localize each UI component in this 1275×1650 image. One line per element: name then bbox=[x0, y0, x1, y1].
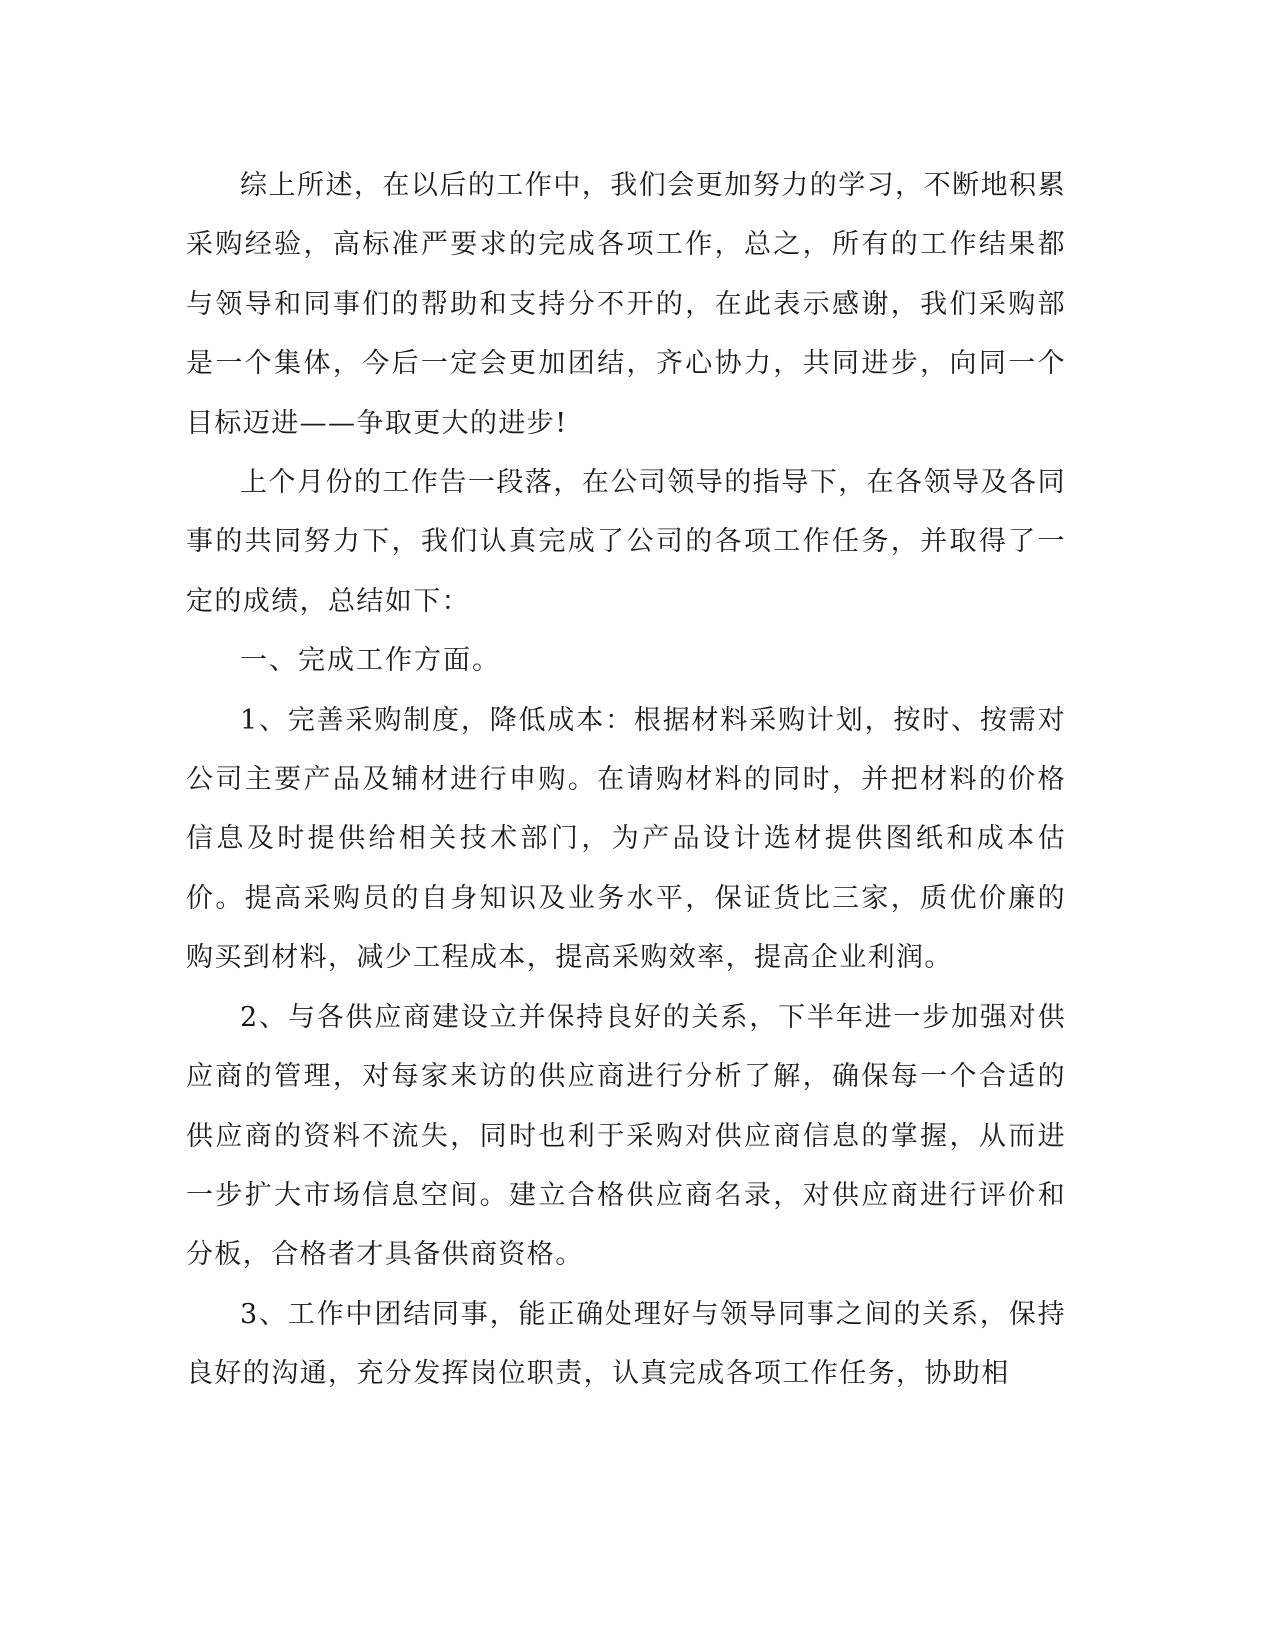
section-heading-work-completed: 一、完成工作方面。 bbox=[240, 645, 501, 677]
paragraph-item-2: 2、与各供应商建设立并保持良好的关系，下半年进一步加强对供应商的管理，对每家来访的供应商进行分析了解，确保每一个合适的供应商的资料不流失，同时也利于采购对供应商信息的掌握，从而进一步扩大市场信息空间。建立合格供应商名录，对供应商进行评价和分板，合格者才具备供商资格。 bbox=[186, 1001, 1066, 1271]
paragraph-summary: 综上所述，在以后的工作中，我们会更加努力的学习，不断地积累采购经验，高标准严要求的完成各项工作，总之，所有的工作结果都与领导和同事们的帮助和支持分不开的，在此表示感谢，我们采购部是一个集体，今后一定会更加团结，齐心协力，共同进步，向同一个目标迈进——争取更大的进步! bbox=[186, 170, 1066, 439]
paragraph-intro: 上个月份的工作告一段落，在公司领导的指导下，在各领导及各同事的共同努力下，我们认真完成了公司的各项工作任务，并取得了一定的成绩，总结如下： bbox=[186, 467, 1066, 617]
document-body bbox=[186, 156, 1066, 1404]
paragraph-item-1: 1、完善采购制度，降低成本：根据材料采购计划，按时、按需对公司主要产品及辅材进行申购。在请购材料的同时，并把材料的价格信息及时提供给相关技术部门，为产品设计选材提供图纸和成本估价。提高采购员的自身知识及业务水平，保证货比三家，质优价廉的购买到材料，减少工程成本，提高采购效率，提高企业利润。 bbox=[186, 704, 1066, 974]
paragraph-item-3: 3、工作中团结同事，能正确处理好与领导同事之间的关系，保持良好的沟通，充分发挥岗位职责，认真完成各项工作任务，协助相 bbox=[186, 1298, 1066, 1390]
